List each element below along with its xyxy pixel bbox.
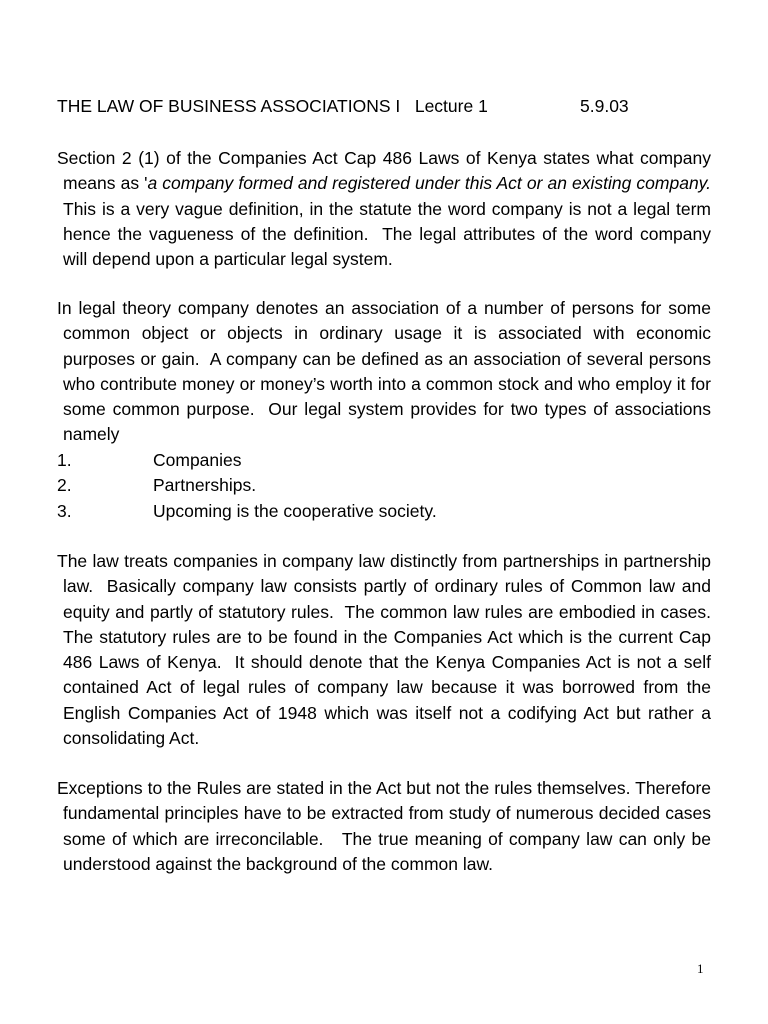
lecture-date: 5.9.03 bbox=[580, 96, 629, 116]
list-item-text: Companies bbox=[153, 450, 242, 470]
association-types-list bbox=[57, 448, 705, 524]
paragraph-company-law: The law treats companies in company law distinctly from partnerships in partnership law. Basically company law consists partly of ordinary rules of Common law and equity and partly of statutory rules. The common law rules are embodied in cases. The statutory rules are to be found in the Companies Act which is the current Cap 486 Laws of Kenya. It should denote that the Kenya Companies Act is not a self contained Act of legal rules of company law because it was borrowed from the English Companies Act of 1948 which was itself not a codifying Act but rather a consolidating Act. bbox=[57, 551, 721, 749]
paragraph-definition-intro: Section 2 (1) of the Companies Act Cap 486 Laws of Kenya states what company means as ' bbox=[57, 148, 711, 194]
paragraph-definition-quote: a company formed and registered under this Act or an existing company. bbox=[147, 173, 711, 194]
list-item bbox=[57, 473, 705, 498]
list-item-number: 3. bbox=[57, 500, 72, 521]
list-item-number: 2. bbox=[57, 475, 72, 496]
paragraph-definition bbox=[57, 146, 721, 272]
lecture-title: THE LAW OF BUSINESS ASSOCIATIONS I Lecture 1 bbox=[57, 96, 488, 116]
paragraph-exceptions: Exceptions to the Rules are stated in the Act but not the rules themselves. Therefore fundamental principles have to be extracted from study of numerous decided cases some of which are irreconcilable. The true meaning of company law can only be understood against the background of the common law. bbox=[57, 778, 716, 874]
list-item-text: Partnerships. bbox=[153, 475, 257, 496]
page-number: 1 bbox=[697, 961, 704, 976]
document-header bbox=[57, 94, 717, 120]
list-item bbox=[57, 499, 705, 524]
list-item-number: 1. bbox=[57, 450, 72, 470]
paragraph-legal-theory: In legal theory company denotes an association of a number of persons for some common object or objects in ordinary usage it is associated with economic purposes or gain. A company can be defined as an association of several persons who contribute money or money’s worth into a common stock and who employ it for some common purpose. Our legal system provides for two types of associations namely bbox=[57, 298, 716, 445]
list-item bbox=[57, 448, 705, 473]
list-item-text: Upcoming is the cooperative society. bbox=[153, 500, 437, 521]
paragraph-definition-rest: This is a very vague definition, in the statute the word company is not a legal term hence the vagueness of the definition. The legal attributes of the word company will depend upon a particular legal system. bbox=[63, 173, 721, 270]
